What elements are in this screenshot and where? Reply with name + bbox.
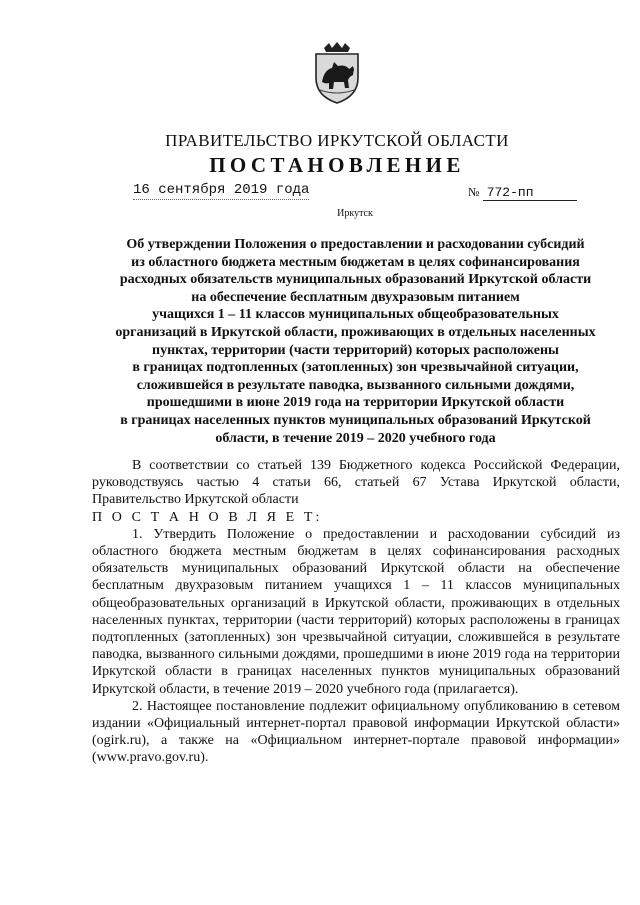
document-body: [92, 457, 620, 767]
resolve-word: П О С Т А Н О В Л Я Е Т:: [92, 509, 323, 525]
heading-line: прошедшими в июне 2019 года на территории Иркутской области: [146, 395, 565, 411]
document-heading: [88, 236, 623, 447]
heading-line: на обеспечение бесплатным двухразовым питанием: [191, 289, 520, 305]
number-sign: №: [468, 185, 480, 199]
document-type: ПОСТАНОВЛЕНИЕ: [209, 153, 465, 177]
document-date: 16 сентября 2019 года: [133, 182, 310, 198]
heading-line: учащихся 1 – 11 классов муниципальных общеобразовательных: [152, 307, 559, 323]
heading-line: в границах населенных пунктов муниципальных образований Иркутской: [120, 412, 591, 428]
document-city: Иркутск: [337, 208, 373, 219]
heading-line: пунктах, территории (части территорий) которых расположены: [152, 342, 559, 358]
item-paragraph: 1. Утвердить Положение о предоставлении и расходовании субсидий из областного бюджета местным бюджетам в целях софинансирования расходных обязательств муниципальных образований Иркутской области на обеспечение бесплатным двухразовым питанием учащихся 1 – 11 классов муниципальных общеобразовательных организаций в Иркутской области, проживающих в отдельных населенных пунктах, территории (части территорий) которых расположены в границах подтопленных (затопленных) зон чрезвычайной ситуации, сложившейся в результате паводка, вызванного сильными дождями, прошедшими в июне 2019 года на территории Иркутской области в границах населенных пунктов муниципальных образований Иркутской области, в течение 2019 – 2020 учебного года (прилагается).: [92, 526, 620, 697]
government-name: ПРАВИТЕЛЬСТВО ИРКУТСКОЙ ОБЛАСТИ: [165, 131, 509, 150]
heading-line: расходных обязательств муниципальных образований Иркутской области: [119, 272, 592, 288]
heading-line: в границах подтопленных (затопленных) зон чрезвычайной ситуации,: [132, 360, 579, 376]
heading-line: сложившейся в результате паводка, вызванного сильными дождями,: [136, 377, 575, 393]
heading-line: организаций в Иркутской области, проживающих в отдельных населенных: [115, 324, 596, 340]
coat-of-arms-icon: [312, 42, 362, 104]
heading-line: области, в течение 2019 – 2020 учебного года: [215, 430, 496, 446]
item-paragraph: 2. Настоящее постановление подлежит официальному опубликованию в сетевом издании «Официальный интернет-портал правовой информации Иркутской области» (ogirk.ru), а также на «Официальном интернет-портале правовой информации» (www.pravo.gov.ru).: [92, 698, 620, 766]
preamble-paragraph: В соответствии со статьей 139 Бюджетного кодекса Российской Федерации, руководствуясь частью 4 статьи 66, статьей 67 Устава Иркутской области, Правительство Иркутской области: [92, 458, 620, 508]
document-number: 772-пп: [483, 185, 577, 201]
document-number-block: [468, 184, 577, 201]
heading-line: из областного бюджета местным бюджетам в целях софинансирования: [131, 254, 580, 270]
heading-line: Об утверждении Положения о предоставлении и расходовании субсидий: [126, 237, 585, 252]
